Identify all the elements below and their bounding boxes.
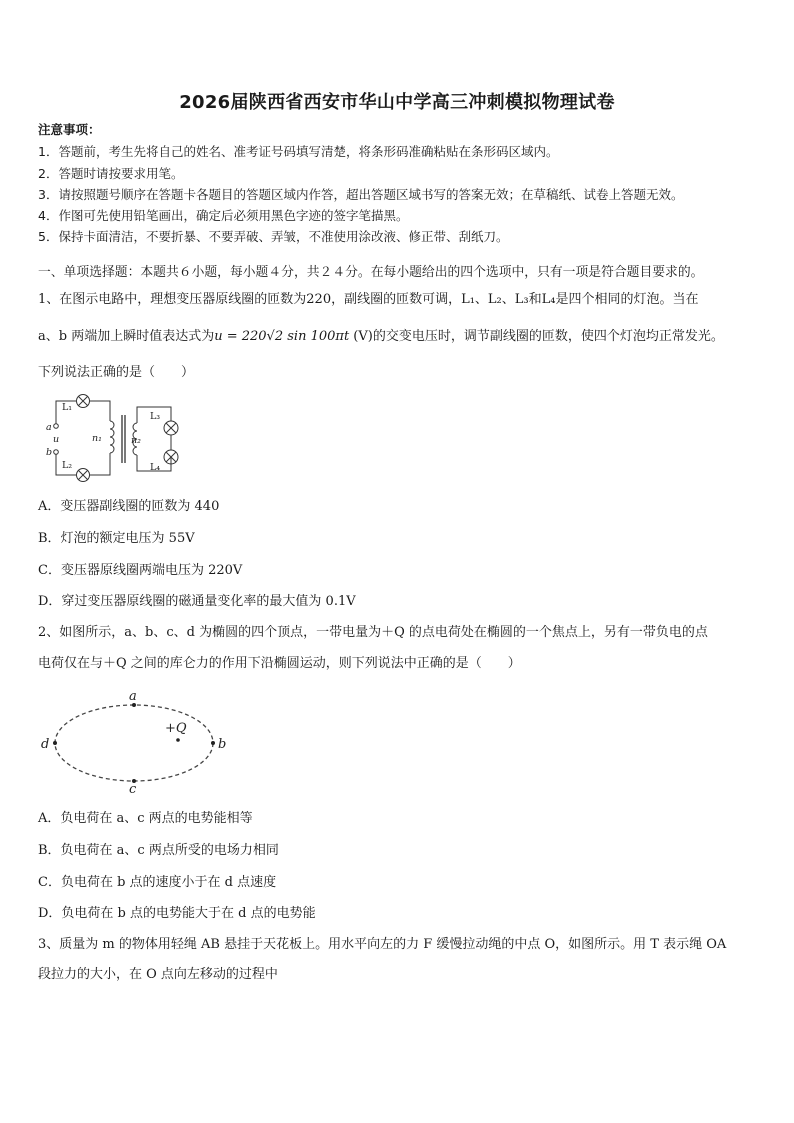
q1-stem-line2-b: (V)的交变电压时，调节副线圈的匝数，使四个灯泡均正常发光。 bbox=[349, 329, 724, 344]
q2-option-b: B．负电荷在 a、c 两点所受的电场力相同 bbox=[38, 843, 279, 858]
q1-option-c: C．变压器原线圈两端电压为 220V bbox=[38, 563, 243, 578]
label-L4: L₄ bbox=[150, 462, 161, 473]
notice-item-3: 3．请按照题号顺序在答题卡各题目的答题区域内作答，超出答题区域书写的答案无效；在草稿纸、试卷上答题无效。 bbox=[38, 187, 684, 202]
notice-heading: 注意事项： bbox=[38, 122, 101, 137]
q2-option-c: C．负电荷在 b 点的速度小于在 d 点速度 bbox=[38, 875, 277, 890]
label-b: b bbox=[46, 447, 53, 458]
q1-stem-line3: 下列说法正确的是（ ） bbox=[38, 365, 195, 380]
q2-ellipse-diagram bbox=[36, 684, 236, 796]
q1-option-b: B．灯泡的额定电压为 55V bbox=[38, 531, 195, 546]
q1-stem-line2 bbox=[38, 328, 724, 346]
q2-stem-line1: 2、如图所示，a、b、c、d 为椭圆的四个顶点，一带电量为＋Q 的点电荷处在椭圆的一个焦点上，另有一带负电的点 bbox=[38, 625, 708, 640]
point-c-label: c bbox=[129, 782, 137, 796]
q1-formula: u = 220√2 sin 100πt bbox=[214, 329, 350, 344]
charge-Q-label: +Q bbox=[165, 721, 187, 736]
notice-item-2: 2．答题时请按要求用笔。 bbox=[38, 166, 184, 181]
section-header: 一、单项选择题：本题共６小题，每小题４分，共２４分。在每小题给出的四个选项中，只有一项是符合题目要求的。 bbox=[38, 265, 704, 280]
point-a-label: a bbox=[129, 689, 137, 704]
label-u: u bbox=[53, 434, 60, 445]
exam-title: 2026届陕西省西安市华山中学高三冲刺模拟物理试卷 bbox=[179, 92, 615, 113]
q2-option-d: D．负电荷在 b 点的电势能大于在 d 点的电势能 bbox=[38, 906, 316, 921]
label-n2: n₂ bbox=[131, 435, 141, 446]
label-a: a bbox=[46, 422, 52, 433]
label-L3: L₃ bbox=[150, 411, 161, 422]
label-L1: L₁ bbox=[62, 402, 73, 413]
label-n1: n₁ bbox=[92, 433, 102, 444]
label-L2: L₂ bbox=[62, 460, 73, 471]
point-b-label: b bbox=[218, 737, 227, 752]
point-d-label: d bbox=[41, 737, 50, 752]
notice-item-5: 5．保持卡面清洁，不要折暴、不要弄破、弄皱，不准使用涂改液、修正带、刮纸刀。 bbox=[38, 229, 509, 244]
q1-circuit-diagram bbox=[40, 393, 190, 485]
q2-stem-line2: 电荷仅在与＋Q 之间的库仑力的作用下沿椭圆运动，则下列说法中正确的是（ ） bbox=[38, 656, 521, 671]
q1-option-d: D．穿过变压器原线圈的磁通量变化率的最大值为 0.1V bbox=[38, 594, 356, 609]
q1-stem-line1: 1、在图示电路中，理想变压器原线圈的匝数为220，副线圈的匝数可调，L₁、L₂、L₃和L₄是四个相同的灯泡。当在 bbox=[38, 292, 699, 307]
notice-item-1: 1．答题前，考生先将自己的姓名、准考证号码填写清楚，将条形码准确粘贴在条形码区域内。 bbox=[38, 144, 559, 159]
notice-item-4: 4．作图可先使用铅笔画出，确定后必须用黑色字迹的签字笔描黑。 bbox=[38, 208, 409, 223]
q3-stem-line2: 段拉力的大小，在 O 点向左移动的过程中 bbox=[38, 967, 278, 982]
q3-stem-line1: 3、质量为 m 的物体用轻绳 AB 悬挂于天花板上。用水平向左的力 F 缓慢拉动绳的中点 O，如图所示。用 T 表示绳 OA bbox=[38, 937, 727, 952]
q2-option-a: A．负电荷在 a、c 两点的电势能相等 bbox=[38, 811, 253, 826]
q1-stem-line2-a: a、b 两端加上瞬时值表达式为 bbox=[38, 329, 215, 344]
q1-option-a: A．变压器副线圈的匝数为 440 bbox=[38, 499, 220, 514]
